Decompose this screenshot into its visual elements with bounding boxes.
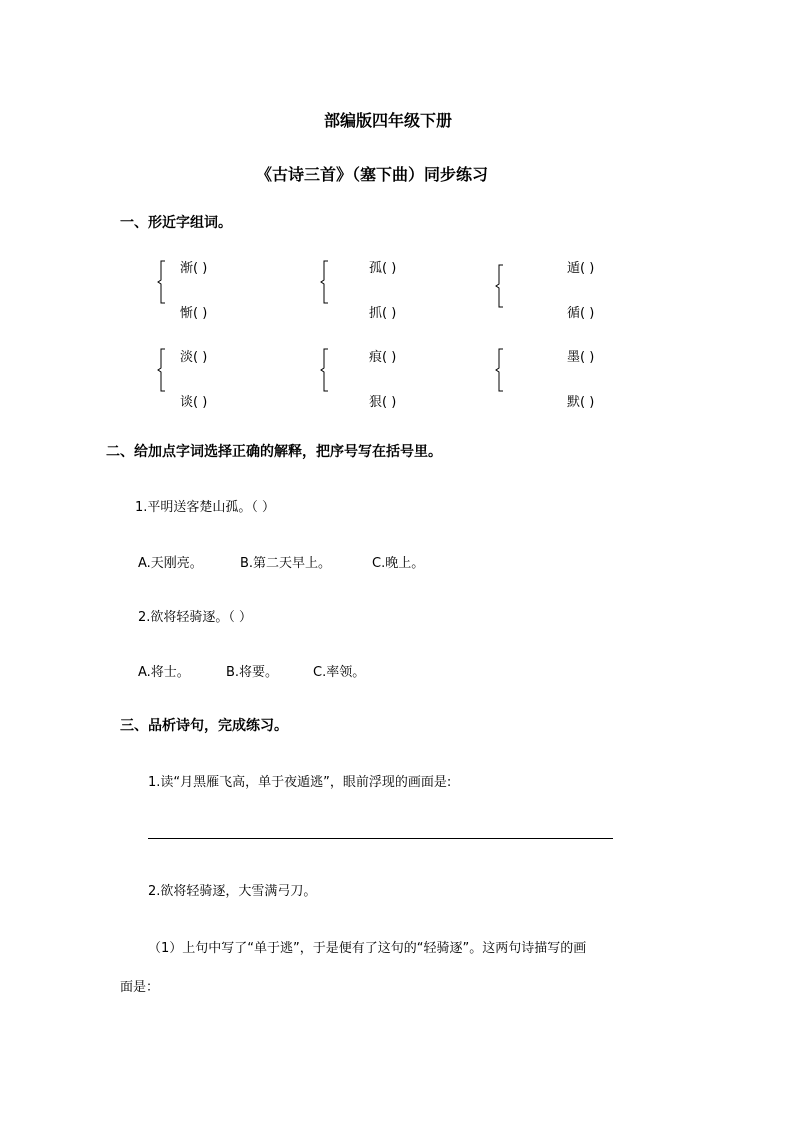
sub-question-text: （1）上句中写了“单于逃”，于是便有了这句的“轻骑逐”。这两句诗描写的画 (148, 941, 587, 956)
section2-heading: 二、给加点字词选择正确的解释，把序号写在括号里。 (106, 444, 442, 460)
section1-heading: 一、形近字组词。 (120, 215, 232, 231)
question-1: 1.读“月黑雁飞高，单于夜遁逃”，眼前浮现的画面是: (148, 775, 452, 790)
option-a: A.天刚亮。 (138, 556, 203, 571)
question-2: 2.欲将轻骑逐。（ ） (138, 610, 253, 625)
word-blank: 谈( ) (180, 395, 208, 410)
option-a: A.将士。 (138, 665, 190, 680)
word-blank: 墨( ) (567, 350, 595, 365)
option-b: B.第二天早上。 (240, 556, 332, 571)
word-blank: 遁( ) (567, 261, 595, 276)
answer-line (148, 838, 613, 839)
section3-heading: 三、品析诗句，完成练习。 (120, 718, 288, 734)
word-blank: 痕( ) (369, 350, 397, 365)
word-blank: 默( ) (567, 395, 595, 410)
brace-icon (157, 260, 167, 304)
option-c: C.晚上。 (372, 556, 425, 571)
page-subtitle: 《古诗三首》（塞下曲）同步练习 (256, 165, 489, 184)
brace-icon (495, 264, 505, 308)
brace-icon (320, 260, 330, 304)
brace-icon (495, 348, 505, 392)
question-1: 1.平明送客楚山孤。（ ） (135, 500, 276, 515)
brace-icon (320, 348, 330, 392)
brace-icon (157, 348, 167, 392)
question-2: 2.欲将轻骑逐，大雪满弓刀。 (148, 884, 317, 899)
word-blank: 渐( ) (180, 261, 208, 276)
word-blank: 抓( ) (369, 306, 397, 321)
page-title: 部编版四年级下册 (324, 111, 453, 130)
option-c: C.率领。 (313, 665, 366, 680)
word-blank: 惭( ) (180, 306, 208, 321)
word-blank: 孤( ) (369, 261, 397, 276)
word-blank: 淡( ) (180, 350, 208, 365)
word-blank: 循( ) (567, 306, 595, 321)
word-blank: 狠( ) (369, 395, 397, 410)
sub-question-text-cont: 面是： (120, 980, 160, 995)
option-b: B.将要。 (226, 665, 279, 680)
